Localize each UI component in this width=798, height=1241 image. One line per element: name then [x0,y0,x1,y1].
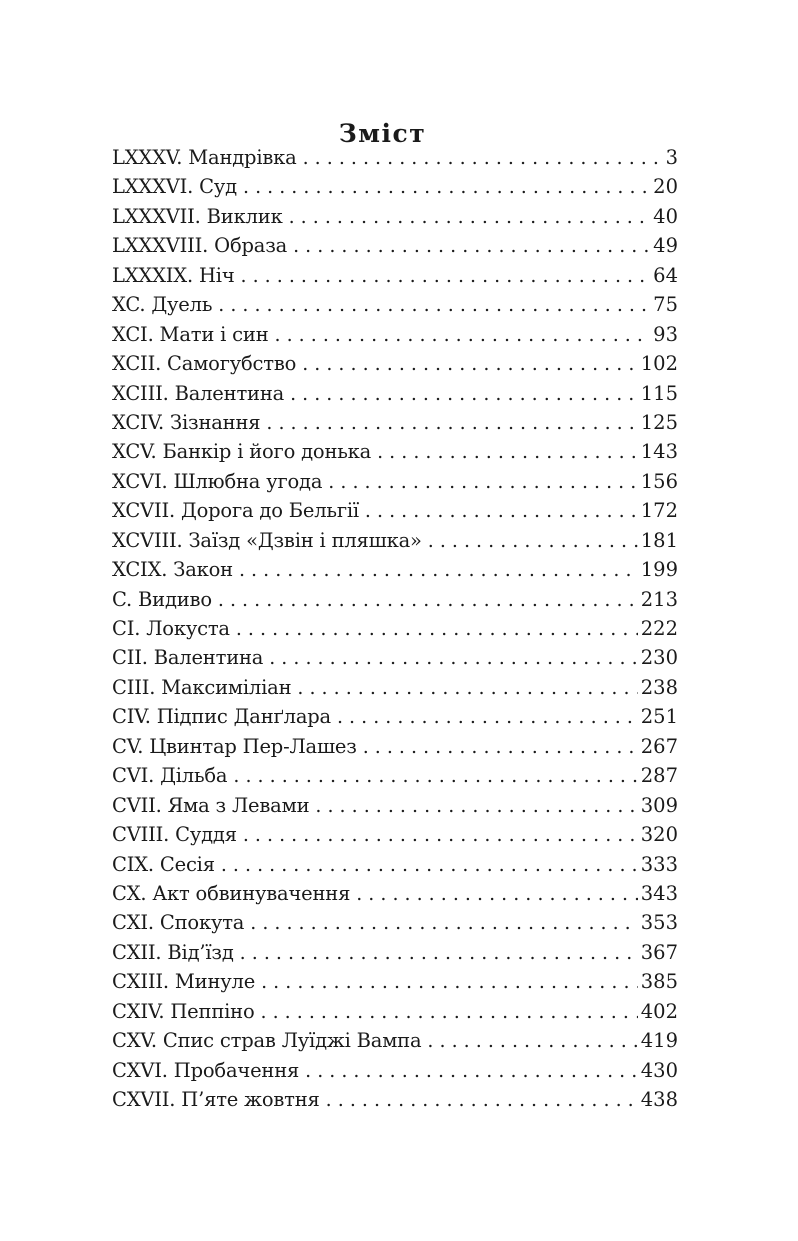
toc-entry-page: 172 [640,499,678,523]
toc-entry-title: XCI. Мати і син [112,322,269,346]
dot-leader [241,262,651,291]
dot-leader [275,321,651,350]
toc-entry [112,408,678,437]
toc-entry-title: CV. Цвинтар Пер-Лашез [112,734,357,758]
toc-entry-title: CVIII. Суддя [112,823,237,847]
dot-leader [328,468,637,497]
toc-entry [112,1085,678,1114]
toc-entry [112,614,678,643]
toc-entry-page: 438 [640,1088,678,1111]
toc-entry-title: CXV. Спис страв Луїджі Вампа [112,1029,422,1053]
dot-leader [266,409,637,438]
toc-entry-page: 230 [640,646,678,670]
toc-entry-page: 430 [640,1058,678,1082]
toc-entry-page: 75 [653,293,678,317]
toc-entry-title: CXIII. Минуле [112,970,256,994]
toc-entry [112,761,678,790]
toc-entry-title: CVII. Яма з Левами [112,793,310,817]
toc-entry-title: CXIV. Пеппіно [112,999,255,1023]
toc-entry [112,261,678,290]
dot-leader [428,527,638,556]
toc-entry [112,496,678,525]
toc-entry-title: XCVII. Дорога до Бельгії [112,499,359,523]
toc-entry-page: 267 [640,734,678,758]
dot-leader [218,291,650,320]
toc-entry-page: 181 [640,528,678,552]
dot-leader [239,556,638,585]
toc-entry [112,673,678,702]
dot-leader [305,1057,638,1086]
toc-entry [112,967,678,996]
dot-leader [233,762,637,791]
toc-entry [112,908,678,937]
dot-leader [269,644,638,673]
toc-entry-title: CXI. Спокута [112,911,245,935]
toc-entry-page: 20 [653,175,678,199]
toc-entry [112,1026,678,1055]
toc-entry-page: 93 [653,322,678,346]
toc-entry-title: XCIV. Зізнання [112,410,261,434]
table-of-contents [112,143,678,1114]
dot-leader [289,203,651,232]
dot-leader [243,173,650,202]
toc-entry [112,791,678,820]
dot-leader [293,232,650,261]
toc-entry-page: 251 [640,705,678,729]
dot-leader [261,968,638,997]
toc-entry-title: LXXXVIII. Образа [112,234,288,258]
toc-entry-page: 238 [640,675,678,699]
toc-entry-title: XC. Дуель [112,293,213,317]
toc-entry-title: CIV. Підпис Данґлара [112,705,331,729]
toc-entry [112,349,678,378]
toc-entry [112,290,678,319]
toc-entry-page: 102 [640,352,678,376]
toc-entry [112,585,678,614]
toc-entry-page: 115 [640,381,678,405]
toc-entry-page: 49 [653,234,678,258]
dot-leader [302,350,638,379]
toc-entry-page: 213 [640,587,678,611]
dot-leader [326,1086,638,1115]
dot-leader [365,497,638,526]
toc-entry [112,879,678,908]
dot-leader [240,939,638,968]
toc-entry [112,467,678,496]
toc-entry-title: XCV. Банкір і його донька [112,440,372,464]
toc-entry-page: 353 [640,911,678,935]
toc-entry-page: 367 [640,940,678,964]
toc-entry [112,1056,678,1085]
toc-entry [112,732,678,761]
toc-entry-title: CII. Валентина [112,646,264,670]
toc-entry-title: CI. Локуста [112,617,230,640]
toc-entry-title: CVI. Дільба [112,764,228,788]
toc-entry-page: 64 [653,263,678,287]
dot-leader [218,586,638,615]
toc-entry-page: 343 [640,881,678,905]
toc-entry [112,643,678,672]
dot-leader [290,380,638,409]
dot-leader [315,792,637,821]
dot-leader [303,144,663,173]
dot-leader [250,909,638,938]
toc-entry-title: C. Видиво [112,587,212,611]
toc-entry-page: 402 [640,999,678,1023]
toc-entry-page: 419 [640,1029,678,1053]
dot-leader [377,438,638,467]
toc-entry-page: 222 [640,617,678,640]
dot-leader [427,1027,637,1056]
toc-entry-title: CIX. Сесія [112,852,215,876]
toc-entry-title: CXVII. П’яте жовтня [112,1088,320,1111]
toc-entry [112,555,678,584]
toc-entry-title: CXVI. Пробачення [112,1058,300,1082]
toc-entry [112,938,678,967]
toc-entry-title: XCIII. Валентина [112,381,285,405]
toc-entry-title: LXXXV. Мандрівка [112,146,297,169]
dot-leader [297,674,637,703]
dot-leader [337,703,638,732]
toc-entry-page: 40 [653,204,678,228]
toc-entry [112,379,678,408]
toc-entry [112,702,678,731]
dot-leader [356,880,638,909]
toc-entry-title: CXII. Від’їзд [112,940,234,964]
toc-entry-page: 309 [640,793,678,817]
toc-entry [112,320,678,349]
dot-leader [261,998,638,1027]
toc-entry [112,850,678,879]
toc-entry [112,526,678,555]
toc-entry-page: 143 [640,440,678,464]
toc-entry [112,143,678,172]
toc-entry-title: LXXXIX. Ніч [112,263,235,287]
toc-entry [112,437,678,466]
toc-entry [112,997,678,1026]
toc-entry-title: CIII. Максиміліан [112,675,292,699]
toc-entry [112,202,678,231]
toc-entry-page: 3 [665,146,678,169]
dot-leader [363,733,638,762]
toc-entry [112,231,678,260]
toc-entry-title: XCII. Самогубство [112,352,297,376]
toc-entry-page: 156 [640,469,678,493]
toc-entry-page: 320 [640,823,678,847]
toc-entry-title: XCIX. Закон [112,558,233,582]
toc-entry-title: XCVIII. Заїзд «Дзвін і пляшка» [112,528,422,552]
dot-leader [243,821,638,850]
toc-entry-title: LXXXVI. Суд [112,175,237,199]
toc-entry-title: XCVI. Шлюбна угода [112,469,323,493]
toc-entry [112,172,678,201]
toc-entry-title: LXXXVII. Виклик [112,204,283,228]
toc-entry [112,820,678,849]
toc-entry-page: 125 [640,410,678,434]
dot-leader [221,851,638,880]
toc-entry-page: 333 [640,852,678,876]
toc-entry-page: 385 [640,970,678,994]
toc-entry-page: 287 [640,764,678,788]
toc-entry-title: CX. Акт обвинувачення [112,881,351,905]
dot-leader [236,615,638,644]
toc-entry-page: 199 [640,558,678,582]
page-title: Зміст [338,118,427,148]
